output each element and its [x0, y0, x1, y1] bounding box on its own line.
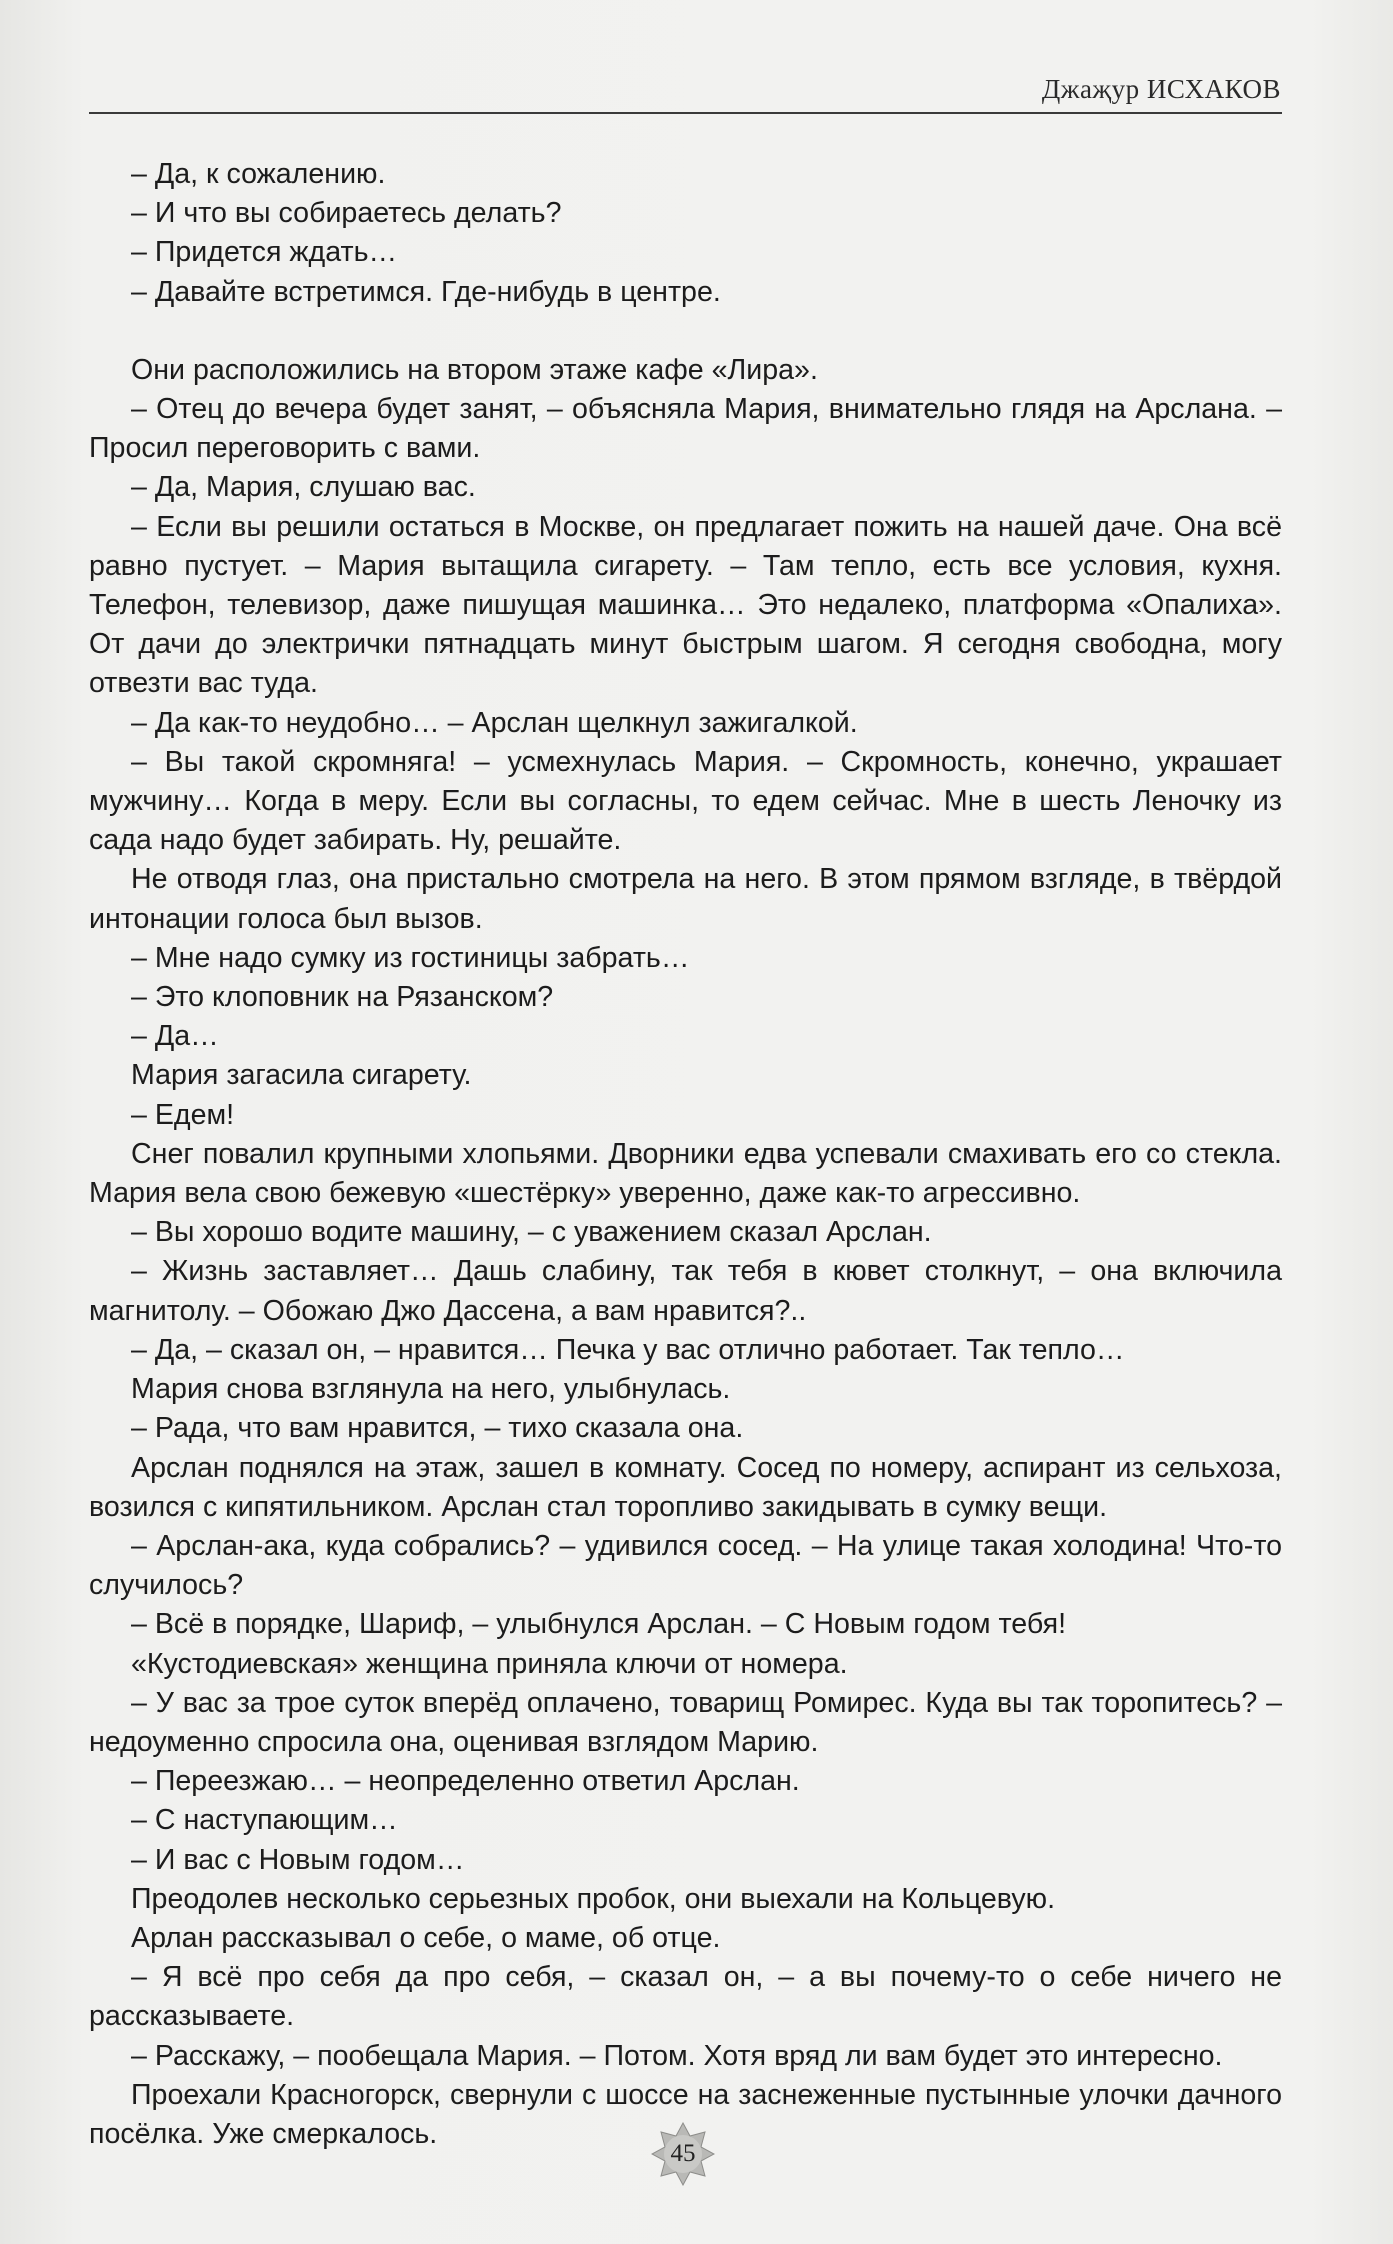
paragraph: – Расскажу, – пообещала Мария. – Потом. Хотя вряд ли вам будет это интересно.: [131, 2039, 1223, 2072]
paragraph: Они расположились на втором этаже кафе «Лира».: [131, 353, 818, 386]
paragraph: – У вас за трое суток вперёд оплачено, товарищ Ромирес. Куда вы так торопитесь? – недоуменно спросила она, оценивая взглядом Марию.: [89, 1686, 1282, 1758]
paragraph: – Вы хорошо водите машину, – с уважением сказал Арслан.: [131, 1216, 932, 1249]
paragraph: – Если вы решили остаться в Москве, он предлагает пожить на нашей даче. Она всё равно пустует. – Мария вытащила сигарету. – Там тепло, есть все условия, кухня. Телефон, телевизор, даже пишущая машинка… Это недалеко, платформа «Опалиха». От дачи до электрички пятнадцать минут быстрым шагом. Я сегодня свободна, могу отвезти вас туда.: [89, 510, 1282, 700]
paragraph: – Арслан-ака, куда собрались? – удивился сосед. – На улице такая холодина! Что-то случилось?: [89, 1529, 1282, 1602]
page-number: 45: [670, 2140, 696, 2167]
paragraph: – Да, к сожалению.: [131, 158, 386, 190]
paragraph: – Я всё про себя да про себя, – сказал он, – а вы почему-то о себе ничего не рассказываете.: [89, 1961, 1282, 2033]
paragraph: Проехали Красногорск, свернули с шоссе на заснеженные пустынные улочки дачного посёлка. Уже смеркалось.: [89, 2078, 1282, 2150]
paragraph: Не отводя глаз, она пристально смотрела на него. В этом прямом взгляде, в твёрдой интонации голоса был вызов.: [89, 863, 1282, 935]
paragraph: «Кустодиевская» женщина приняла ключи от номера.: [131, 1647, 848, 1680]
header-rule: [89, 112, 1282, 114]
paragraph: – Отец до вечера будет занят, – объясняла Мария, внимательно глядя на Арслана. – Просил переговорить с вами.: [89, 393, 1282, 465]
paragraph: Арлан рассказывал о себе, о маме, об отце.: [131, 1921, 721, 1954]
paragraph: – Да…: [131, 1020, 219, 1053]
paragraph: – Мне надо сумку из гостиницы забрать…: [131, 941, 690, 974]
body-text: [89, 155, 1282, 2154]
page-number-ornament: [651, 2122, 715, 2186]
paragraph: – И вас с Новым годом…: [131, 1843, 465, 1876]
paragraph: – Придется ждать…: [131, 236, 398, 269]
running-head: Джаҗур ИСХАКОВ: [1041, 74, 1281, 104]
paragraph: – С наступающим…: [131, 1804, 398, 1837]
paragraph: Снег повалил крупными хлопьями. Дворники едва успевали смахивать его со стекла. Мария вела свою бежевую «шестёрку» уверенно, даже как-то агрессивно.: [89, 1137, 1282, 1210]
paragraph: – Вы такой скромняга! – усмехнулась Мария. – Скромность, конечно, украшает мужчину… Когда в меру. Если вы согласны, то едем сейчас. Мне в шесть Леночку из сада надо будет забирать. Ну, решайте.: [89, 745, 1282, 857]
paragraph: – Переезжаю… – неопределенно ответил Арслан.: [131, 1765, 800, 1798]
paragraph: – Всё в порядке, Шариф, – улыбнулся Арслан. – С Новым годом тебя!: [131, 1608, 1067, 1641]
paragraph: – Это клоповник на Рязанском?: [131, 981, 554, 1014]
paragraph: Преодолев несколько серьезных пробок, они выехали на Кольцевую.: [131, 1882, 1056, 1915]
paragraph: – Едем!: [131, 1098, 235, 1131]
paragraph: – Да как-то неудобно… – Арслан щелкнул зажигалкой.: [131, 706, 858, 739]
paragraph: – Да, – сказал он, – нравится… Печка у вас отлично работает. Так тепло…: [131, 1333, 1125, 1366]
paragraph: Мария загасила сигарету.: [131, 1059, 472, 1092]
paragraph: – Да, Мария, слушаю вас.: [131, 471, 476, 504]
paragraph: Мария снова взглянула на него, улыбнулась.: [131, 1373, 731, 1406]
paragraph: – Рада, что вам нравится, – тихо сказала она.: [131, 1412, 744, 1445]
paragraph: – Давайте встретимся. Где-нибудь в центре.: [131, 275, 721, 308]
paragraph: Арслан поднялся на этаж, зашел в комнату. Сосед по номеру, аспирант из сельхоза, возился с кипятильником. Арслан стал торопливо закидывать в сумку вещи.: [89, 1451, 1282, 1523]
paragraph: – Жизнь заставляет… Дашь слабину, так тебя в кювет столкнут, – она включила магнитолу. – Обожаю Джо Дассена, а вам нравится?..: [89, 1255, 1282, 1327]
paragraph: – И что вы собираетесь делать?: [131, 197, 562, 230]
